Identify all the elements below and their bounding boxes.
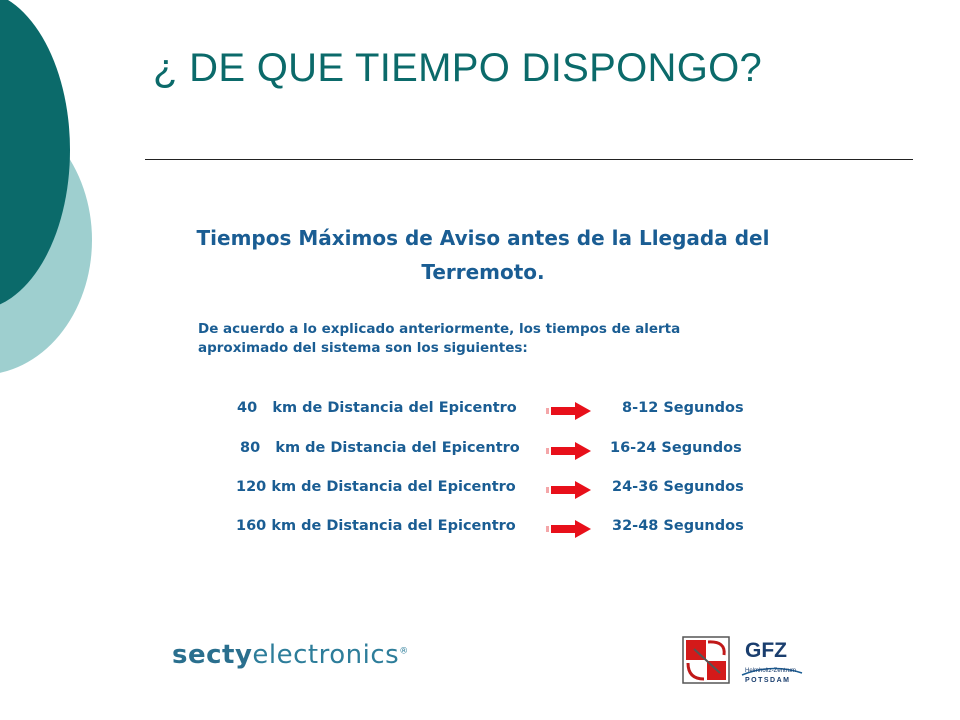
gfz-city: POTSDAM xyxy=(745,677,791,684)
slide-title: ¿ DE QUE TIEMPO DISPONGO? xyxy=(153,46,763,90)
logo-registered-mark: ® xyxy=(399,646,409,657)
logo-light-part: electronics xyxy=(252,640,400,670)
logo-bold-part: secty xyxy=(172,640,253,670)
gfz-logo-icon xyxy=(682,635,807,687)
row-distance: 40 km de Distancia del Epicentro xyxy=(237,400,517,416)
row-time: 16-24 Segundos xyxy=(610,440,742,456)
title-divider xyxy=(145,159,913,160)
section-heading xyxy=(188,221,778,289)
gfz-subtitle: Helmholtz-Zentrum xyxy=(745,668,797,674)
right-arrow-icon xyxy=(546,441,592,461)
gfz-logo xyxy=(682,635,807,691)
right-arrow-icon xyxy=(546,519,592,539)
row-distance: 120 km de Distancia del Epicentro xyxy=(236,479,516,495)
gfz-name: GFZ xyxy=(745,639,787,662)
sect-electronics-logo xyxy=(172,640,409,670)
heading-line-1: Tiempos Máximos de Aviso antes de la Llegada del xyxy=(196,226,770,250)
right-arrow-icon xyxy=(546,401,592,421)
row-time: 8-12 Segundos xyxy=(622,400,744,416)
intro-text xyxy=(198,320,718,358)
row-distance: 80 km de Distancia del Epicentro xyxy=(240,440,520,456)
decorative-circles xyxy=(0,0,110,380)
row-time: 24-36 Segundos xyxy=(612,479,744,495)
right-arrow-icon xyxy=(546,480,592,500)
heading-line-2: Terremoto. xyxy=(421,260,545,284)
row-time: 32-48 Segundos xyxy=(612,518,744,534)
row-distance: 160 km de Distancia del Epicentro xyxy=(236,518,516,534)
intro-line-1: De acuerdo a lo explicado anteriormente, los tiempos de alerta xyxy=(198,321,681,337)
intro-line-2: aproximado del sistema son los siguientes: xyxy=(198,340,528,356)
